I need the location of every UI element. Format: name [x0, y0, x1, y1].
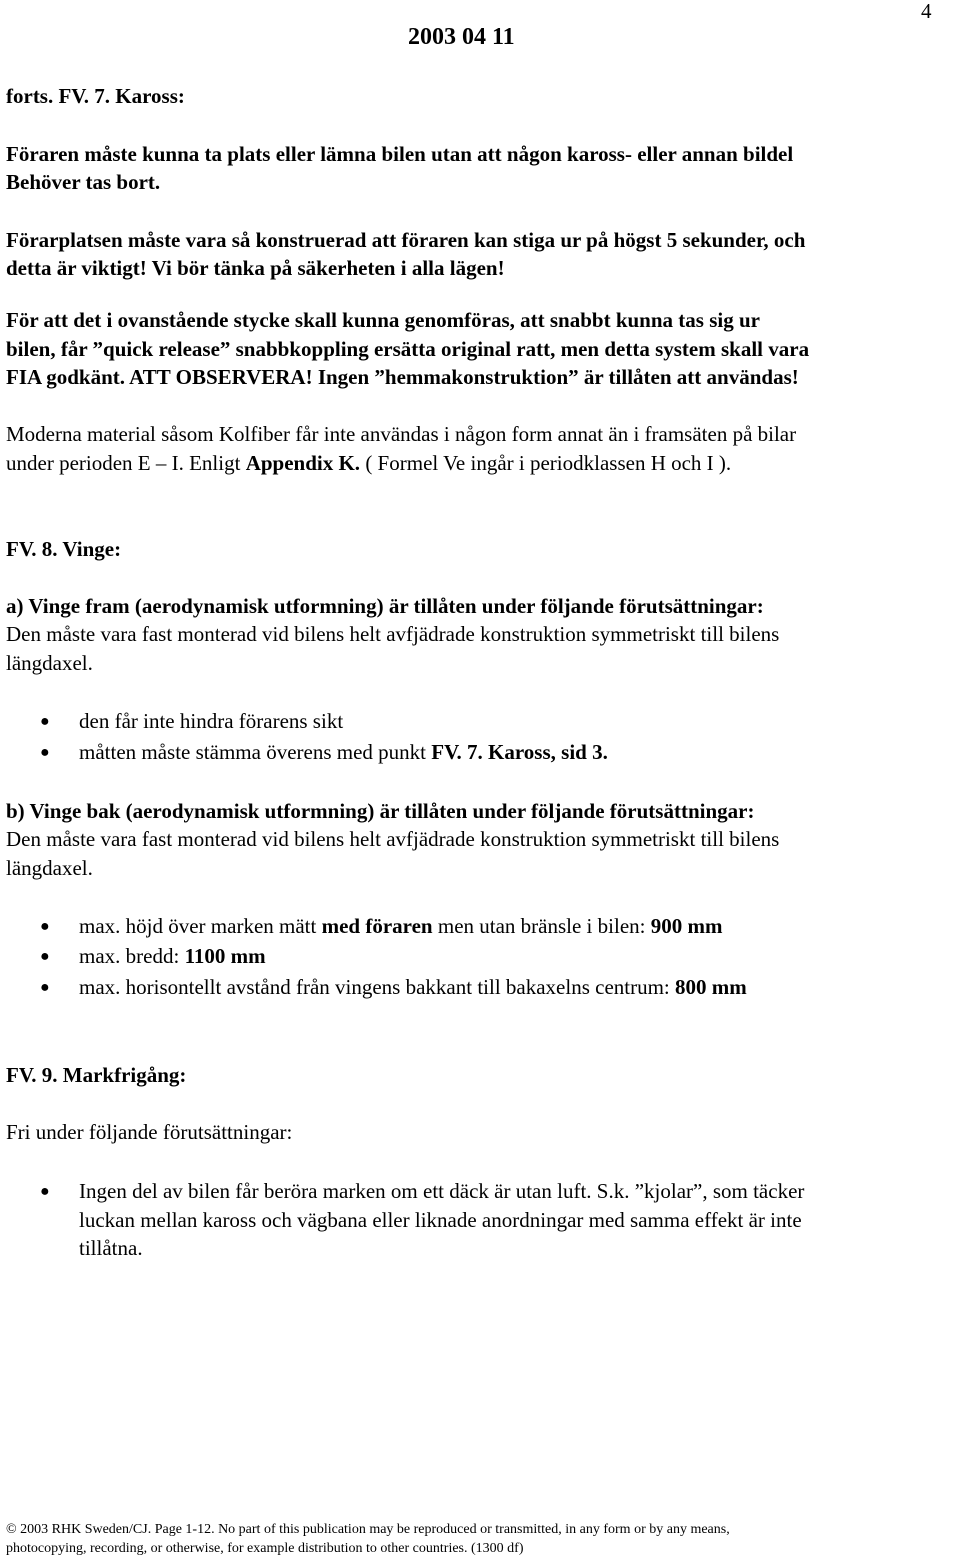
bullet-icon: ●	[40, 744, 50, 761]
kaross-para4-text: under perioden E – I. Enligt	[6, 451, 246, 475]
vinge-a-bullet1: den får inte hindra förarens sikt	[79, 709, 344, 733]
vinge-a-bullet2-text: måtten måste stämma överens med punkt	[79, 740, 432, 764]
kaross-para2-line2: detta är viktigt! Vi bör tänka på säkerheten i alla lägen!	[6, 256, 505, 280]
bullet-icon: ●	[40, 979, 50, 996]
copyright-footer-line1: © 2003 RHK Sweden/CJ. Page 1-12. No part of this publication may be reproduced or transmitted, in any form or by any means,	[6, 1522, 730, 1537]
max-height-value: 900 mm	[650, 914, 723, 938]
kaross-para3-line1: För att det i ovanstående stycke skall kunna genomföras, att snabbt kunna tas sig ur	[6, 308, 760, 332]
vinge-a-bullet2	[79, 738, 608, 767]
markfrigang-bullet-line2: luckan mellan kaross och vägbana eller liknade anordningar med samma effekt är inte	[79, 1208, 802, 1232]
markfrigang-bullet-line1: Ingen del av bilen får beröra marken om ett däck är utan luft. S.k. ”kjolar”, som täcker	[79, 1179, 805, 1203]
kaross-reference: FV. 7. Kaross, sid 3.	[431, 740, 608, 764]
page-number: 4	[921, 0, 932, 23]
document-date: 2003 04 11	[408, 24, 515, 50]
bullet-icon: ●	[40, 1183, 50, 1200]
vinge-b-bullet3	[79, 973, 747, 1002]
vinge-b-heading: b) Vinge bak (aerodynamisk utformning) är tillåten under följande förutsättningar:	[6, 799, 755, 823]
vinge-b-bullet3-text: max. horisontellt avstånd från vingens bakkant till bakaxelns centrum:	[79, 975, 676, 999]
kaross-para3-line2: bilen, får ”quick release” snabbkoppling ersätta original ratt, men detta system skall vara	[6, 337, 810, 361]
max-distance-value: 800 mm	[675, 975, 747, 999]
vinge-b-bullet1-emphasis: med föraren	[321, 914, 433, 938]
kaross-para4-line1: Moderna material såsom Kolfiber får inte användas i någon form annat än i framsäten på bilar	[6, 422, 797, 446]
vinge-b-bullet1	[79, 912, 722, 941]
bullet-icon: ●	[40, 948, 50, 965]
max-width-value: 1100 mm	[184, 944, 266, 968]
copyright-footer-line2: photocopying, recording, or otherwise, for example distribution to other countries. (1300 df)	[6, 1541, 524, 1556]
kaross-para2-line1: Förarplatsen måste vara så konstruerad att föraren kan stiga ur på högst 5 sekunder, och	[6, 228, 806, 252]
vinge-b-bullet2	[79, 942, 266, 971]
kaross-para3-line3: FIA godkänt. ATT OBSERVERA! Ingen ”hemmakonstruktion” är tillåten att användas!	[6, 365, 799, 389]
vinge-b-bullet1-text-2: men utan bränsle i bilen:	[432, 914, 651, 938]
vinge-heading: FV. 8. Vinge:	[6, 537, 122, 561]
bullet-icon: ●	[40, 918, 50, 935]
markfrigang-heading: FV. 9. Markfrigång:	[6, 1063, 187, 1087]
kaross-para1-line1: Föraren måste kunna ta plats eller lämna bilen utan att någon kaross- eller annan bildel	[6, 142, 794, 166]
vinge-a-line2: längdaxel.	[6, 651, 93, 675]
bullet-icon: ●	[40, 713, 50, 730]
markfrigang-bullet-line3: tillåtna.	[79, 1236, 143, 1260]
vinge-b-bullet1-text: max. höjd över marken mätt	[79, 914, 322, 938]
kaross-para1-line2: Behöver tas bort.	[6, 170, 161, 194]
markfrigang-intro: Fri under följande förutsättningar:	[6, 1120, 293, 1144]
vinge-a-heading: a) Vinge fram (aerodynamisk utformning) är tillåten under följande förutsättningar:	[6, 594, 764, 618]
vinge-b-bullet2-text: max. bredd:	[79, 944, 185, 968]
section-continued-heading: forts. FV. 7. Kaross:	[6, 84, 185, 108]
kaross-para4-text-end: ( Formel Ve ingår i periodklassen H och I ).	[360, 451, 732, 475]
vinge-b-line2: längdaxel.	[6, 856, 93, 880]
vinge-a-line1: Den måste vara fast monterad vid bilens helt avfjädrade konstruktion symmetriskt till bilens	[6, 622, 780, 646]
appendix-reference: Appendix K.	[245, 451, 361, 475]
vinge-b-line1: Den måste vara fast monterad vid bilens helt avfjädrade konstruktion symmetriskt till bilens	[6, 827, 780, 851]
kaross-para4-line2	[6, 449, 731, 478]
